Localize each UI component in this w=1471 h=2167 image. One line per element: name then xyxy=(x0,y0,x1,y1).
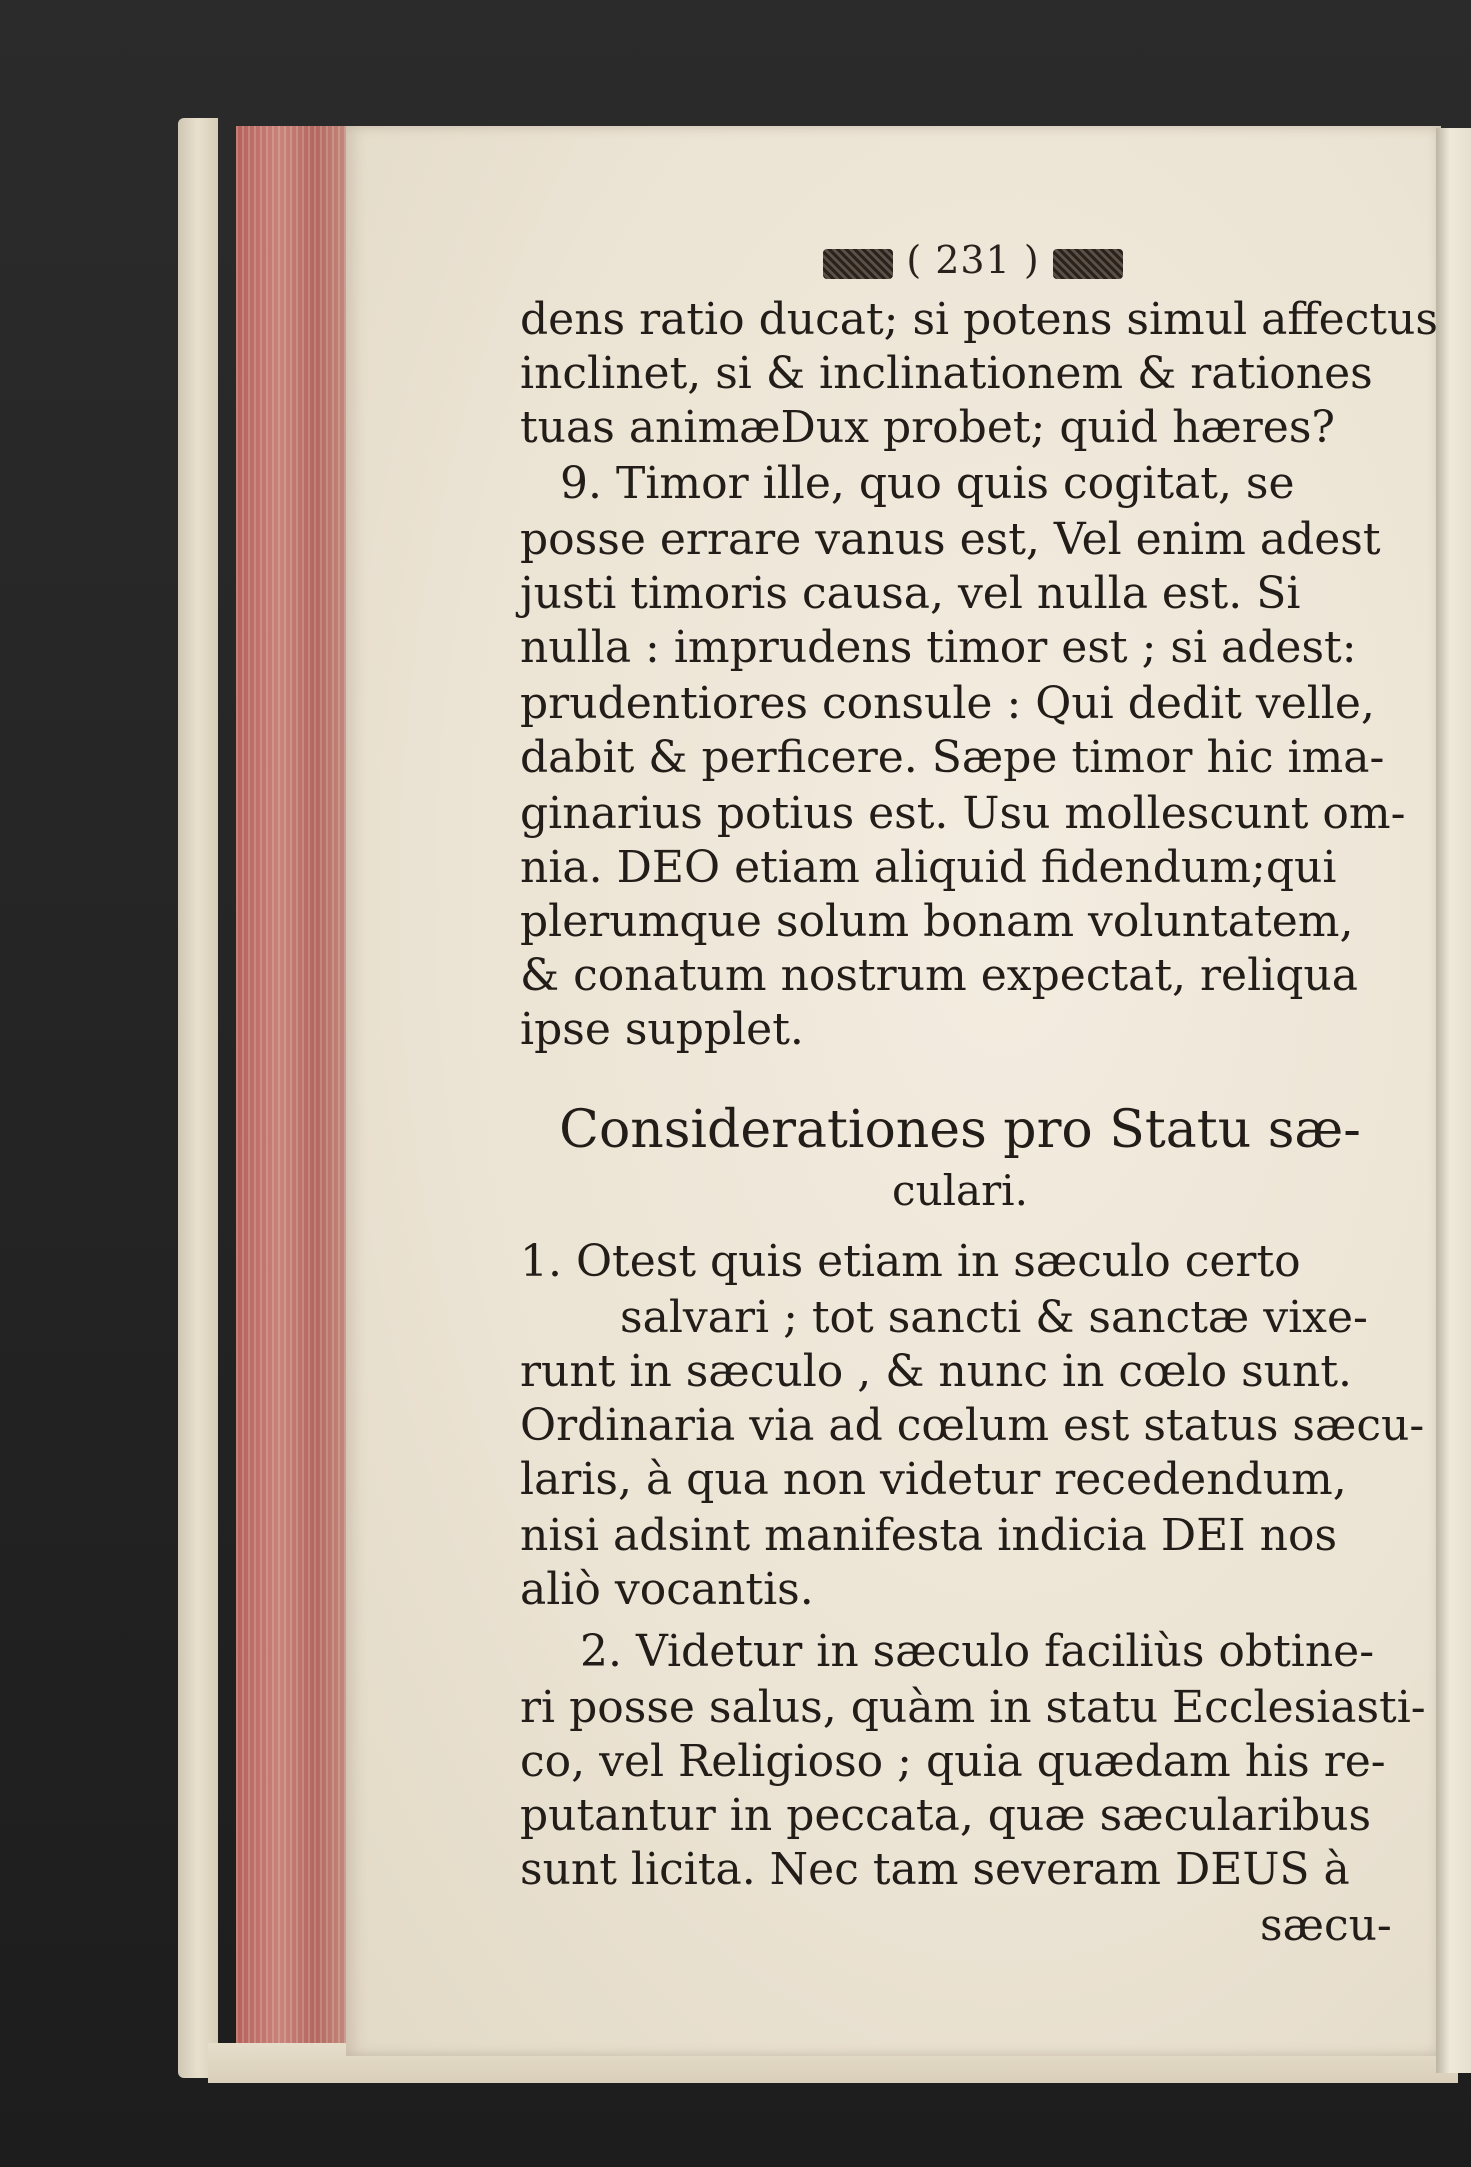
page-header xyxy=(808,238,1138,282)
right-page-edge xyxy=(1436,128,1471,2073)
text-line: sunt licita. Nec tam severam DEUS à xyxy=(520,1844,1350,1895)
ornament-right-icon xyxy=(1053,249,1123,279)
text-line: ri posse salus, quàm in statu Ecclesiasti- xyxy=(520,1682,1426,1733)
text-line: nia. DEO etiam aliquid fidendum;qui xyxy=(520,842,1337,893)
ornament-left-icon xyxy=(823,249,893,279)
text-line: dabit & perficere. Sæpe timor hic ima- xyxy=(520,732,1385,783)
text-line: nisi adsint manifesta indicia DEI nos xyxy=(520,1510,1338,1561)
text-line: 1. Otest quis etiam in sæculo certo xyxy=(520,1236,1301,1287)
text-line: aliò vocantis. xyxy=(520,1564,814,1615)
text-line: inclinet, si & inclinationem & rationes xyxy=(520,348,1373,399)
text-line: co, vel Religioso ; quia quædam his re- xyxy=(520,1736,1386,1787)
text-line: nulla : imprudens timor est ; si adest: xyxy=(520,622,1357,673)
cover-edge xyxy=(178,118,218,2078)
red-page-edges xyxy=(236,126,348,2056)
text-line: plerumque solum bonam voluntatem, xyxy=(520,896,1354,947)
section-title: Considerationes pro Statu sæ- xyxy=(559,1100,1361,1160)
text-line: & conatum nostrum expectat, reliqua xyxy=(520,950,1358,1001)
text-line: dens ratio ducat; si potens simul affectus xyxy=(520,294,1438,345)
text-line: laris, à qua non videtur recedendum, xyxy=(520,1454,1347,1505)
text-line: posse errare vanus est, Vel enim adest xyxy=(520,514,1381,565)
text-line: runt in sæculo , & nunc in cœlo sunt. xyxy=(520,1346,1353,1397)
text-line: ginarius potius est. Usu mollescunt om- xyxy=(520,788,1406,839)
text-line: tuas animæDux probet; quid hæres? xyxy=(520,402,1336,453)
text-line: putantur in peccata, quæ sæcularibus xyxy=(520,1790,1372,1841)
text-line: justi timoris causa, vel nulla est. Si xyxy=(520,568,1301,619)
text-line: 9. Timor ille, quo quis cogitat, se xyxy=(560,458,1295,509)
text-line: ipse supplet. xyxy=(520,1004,804,1055)
text-line: prudentiores consule : Qui dedit velle, xyxy=(520,678,1375,729)
page-number: ( 231 ) xyxy=(906,238,1040,282)
text-line: 2. Videtur in sæculo faciliùs obtine- xyxy=(580,1626,1375,1677)
catchword: sæcu- xyxy=(1260,1900,1392,1951)
text-line: salvari ; tot sancti & sanctæ vixe- xyxy=(620,1292,1368,1343)
text-line: Ordinaria via ad cœlum est status sæcu- xyxy=(520,1400,1425,1451)
section-title-cont: culari. xyxy=(892,1166,1028,1215)
